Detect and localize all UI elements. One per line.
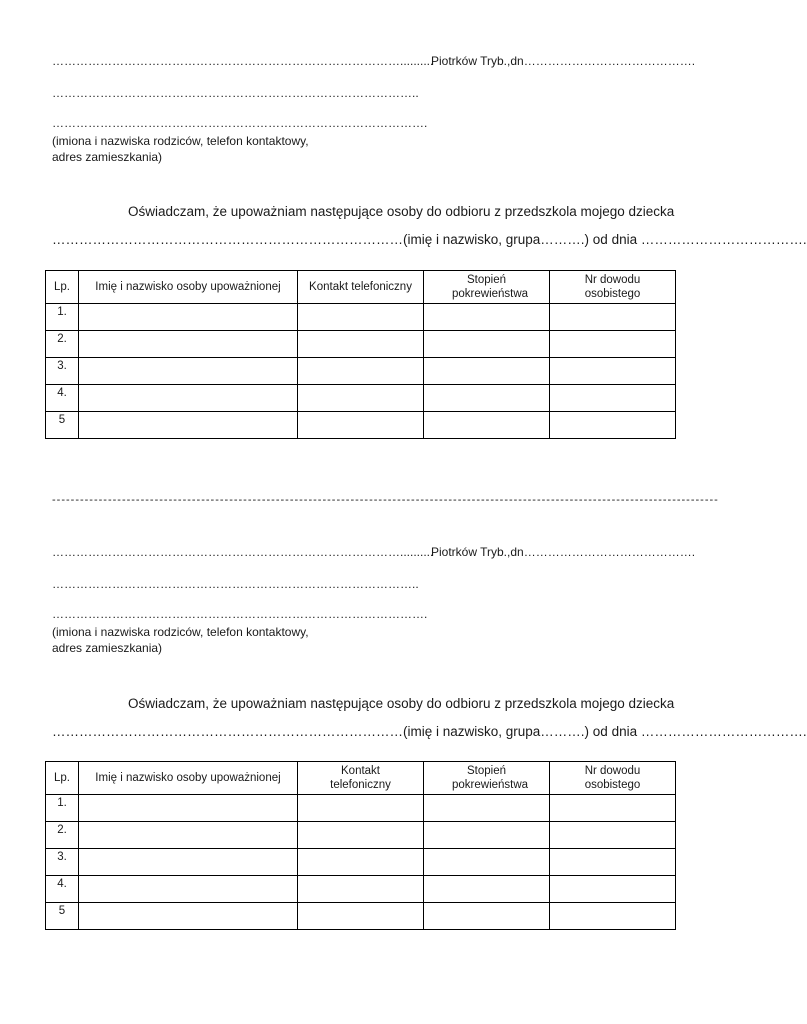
- declaration-text: Oświadczam, że upoważniam następujące osoby do odbioru z przedszkola mojego dziecka: [128, 696, 675, 711]
- header-lp: Lp.: [46, 762, 79, 795]
- header-relation: Stopień pokrewieństwa: [424, 271, 550, 304]
- parent-line-2[interactable]: ………………………………………………………………………………..: [52, 577, 419, 591]
- cell-name[interactable]: [79, 876, 298, 903]
- declaration-text: Oświadczam, że upoważniam następujące osoby do odbioru z przedszkola mojego dziecka: [128, 204, 675, 219]
- city-date-line[interactable]: Piotrków Tryb.,dn…………………………………….: [431, 545, 696, 559]
- table-header-row: [46, 762, 676, 795]
- parents-caption: (imiona i nazwiska rodziców, telefon kontaktowy,: [52, 134, 309, 148]
- table-row: [46, 412, 676, 439]
- city-date-line[interactable]: Piotrków Tryb.,dn…………………………………….: [431, 54, 696, 68]
- cell-relation[interactable]: [424, 822, 550, 849]
- table-row: [46, 903, 676, 930]
- cell-phone[interactable]: [298, 358, 424, 385]
- cell-phone[interactable]: [298, 331, 424, 358]
- cell-name[interactable]: [79, 795, 298, 822]
- header-name: Imię i nazwisko osoby upoważnionej: [79, 271, 298, 304]
- cell-name[interactable]: [79, 903, 298, 930]
- authorized-persons-table: [45, 761, 676, 930]
- cell-phone[interactable]: [298, 822, 424, 849]
- cell-phone[interactable]: [298, 412, 424, 439]
- cell-id[interactable]: [550, 903, 676, 930]
- parent-line-1[interactable]: ……………………………………………………………………………..........: [52, 54, 434, 68]
- cell-name[interactable]: [79, 849, 298, 876]
- cell-id[interactable]: [550, 385, 676, 412]
- authorized-persons-table: [45, 270, 676, 439]
- cell-id[interactable]: [550, 331, 676, 358]
- table-row: [46, 385, 676, 412]
- cell-phone[interactable]: [298, 903, 424, 930]
- cell-relation[interactable]: [424, 385, 550, 412]
- parent-line-3[interactable]: ………………………………………………………………………………….: [52, 116, 428, 130]
- child-name-line[interactable]: ……………………………………………………………………(imię i nazwisko, grupa……….) od dnia ……………………………….: [52, 232, 807, 247]
- row-number: 3.: [46, 849, 79, 876]
- cut-line-separator: -----------------------------------------------------------------------------------------------------------------------------------------------: [52, 494, 719, 506]
- cell-phone[interactable]: [298, 849, 424, 876]
- cell-id[interactable]: [550, 358, 676, 385]
- table-row: [46, 876, 676, 903]
- cell-relation[interactable]: [424, 795, 550, 822]
- header-phone: Kontakt telefoniczny: [298, 762, 424, 795]
- row-number: 4.: [46, 876, 79, 903]
- cell-name[interactable]: [79, 358, 298, 385]
- parent-line-2[interactable]: ………………………………………………………………………………..: [52, 86, 419, 100]
- cell-phone[interactable]: [298, 304, 424, 331]
- row-number: 5: [46, 903, 79, 930]
- header-phone: Kontakt telefoniczny: [298, 271, 424, 304]
- table-row: [46, 304, 676, 331]
- parents-caption-2: adres zamieszkania): [52, 150, 163, 164]
- cell-relation[interactable]: [424, 331, 550, 358]
- parents-caption: (imiona i nazwiska rodziców, telefon kontaktowy,: [52, 625, 309, 639]
- table-row: [46, 358, 676, 385]
- cell-relation[interactable]: [424, 903, 550, 930]
- cell-relation[interactable]: [424, 412, 550, 439]
- cell-phone[interactable]: [298, 385, 424, 412]
- cell-name[interactable]: [79, 331, 298, 358]
- header-id: Nr dowodu osobistego: [550, 271, 676, 304]
- row-number: 3.: [46, 358, 79, 385]
- parents-caption-2: adres zamieszkania): [52, 641, 163, 655]
- row-number: 5: [46, 412, 79, 439]
- cell-relation[interactable]: [424, 304, 550, 331]
- table-row: [46, 822, 676, 849]
- row-number: 1.: [46, 795, 79, 822]
- cell-name[interactable]: [79, 412, 298, 439]
- header-name: Imię i nazwisko osoby upoważnionej: [79, 762, 298, 795]
- cell-phone[interactable]: [298, 876, 424, 903]
- parent-line-3[interactable]: ………………………………………………………………………………….: [52, 607, 428, 621]
- cell-id[interactable]: [550, 412, 676, 439]
- parent-line-1[interactable]: ……………………………………………………………………………..........: [52, 545, 434, 559]
- table-row: [46, 795, 676, 822]
- child-name-line[interactable]: ……………………………………………………………………(imię i nazwisko, grupa……….) od dnia ……………………………….: [52, 724, 807, 739]
- header-id: Nr dowodu osobistego: [550, 762, 676, 795]
- cell-relation[interactable]: [424, 849, 550, 876]
- cell-relation[interactable]: [424, 358, 550, 385]
- cell-id[interactable]: [550, 795, 676, 822]
- cell-name[interactable]: [79, 822, 298, 849]
- cell-name[interactable]: [79, 385, 298, 412]
- row-number: 4.: [46, 385, 79, 412]
- cell-name[interactable]: [79, 304, 298, 331]
- row-number: 2.: [46, 331, 79, 358]
- cell-id[interactable]: [550, 822, 676, 849]
- cell-id[interactable]: [550, 849, 676, 876]
- header-lp: Lp.: [46, 271, 79, 304]
- cell-relation[interactable]: [424, 876, 550, 903]
- cell-phone[interactable]: [298, 795, 424, 822]
- table-row: [46, 331, 676, 358]
- cell-id[interactable]: [550, 876, 676, 903]
- table-row: [46, 849, 676, 876]
- header-relation: Stopień pokrewieństwa: [424, 762, 550, 795]
- row-number: 2.: [46, 822, 79, 849]
- row-number: 1.: [46, 304, 79, 331]
- cell-id[interactable]: [550, 304, 676, 331]
- table-header-row: [46, 271, 676, 304]
